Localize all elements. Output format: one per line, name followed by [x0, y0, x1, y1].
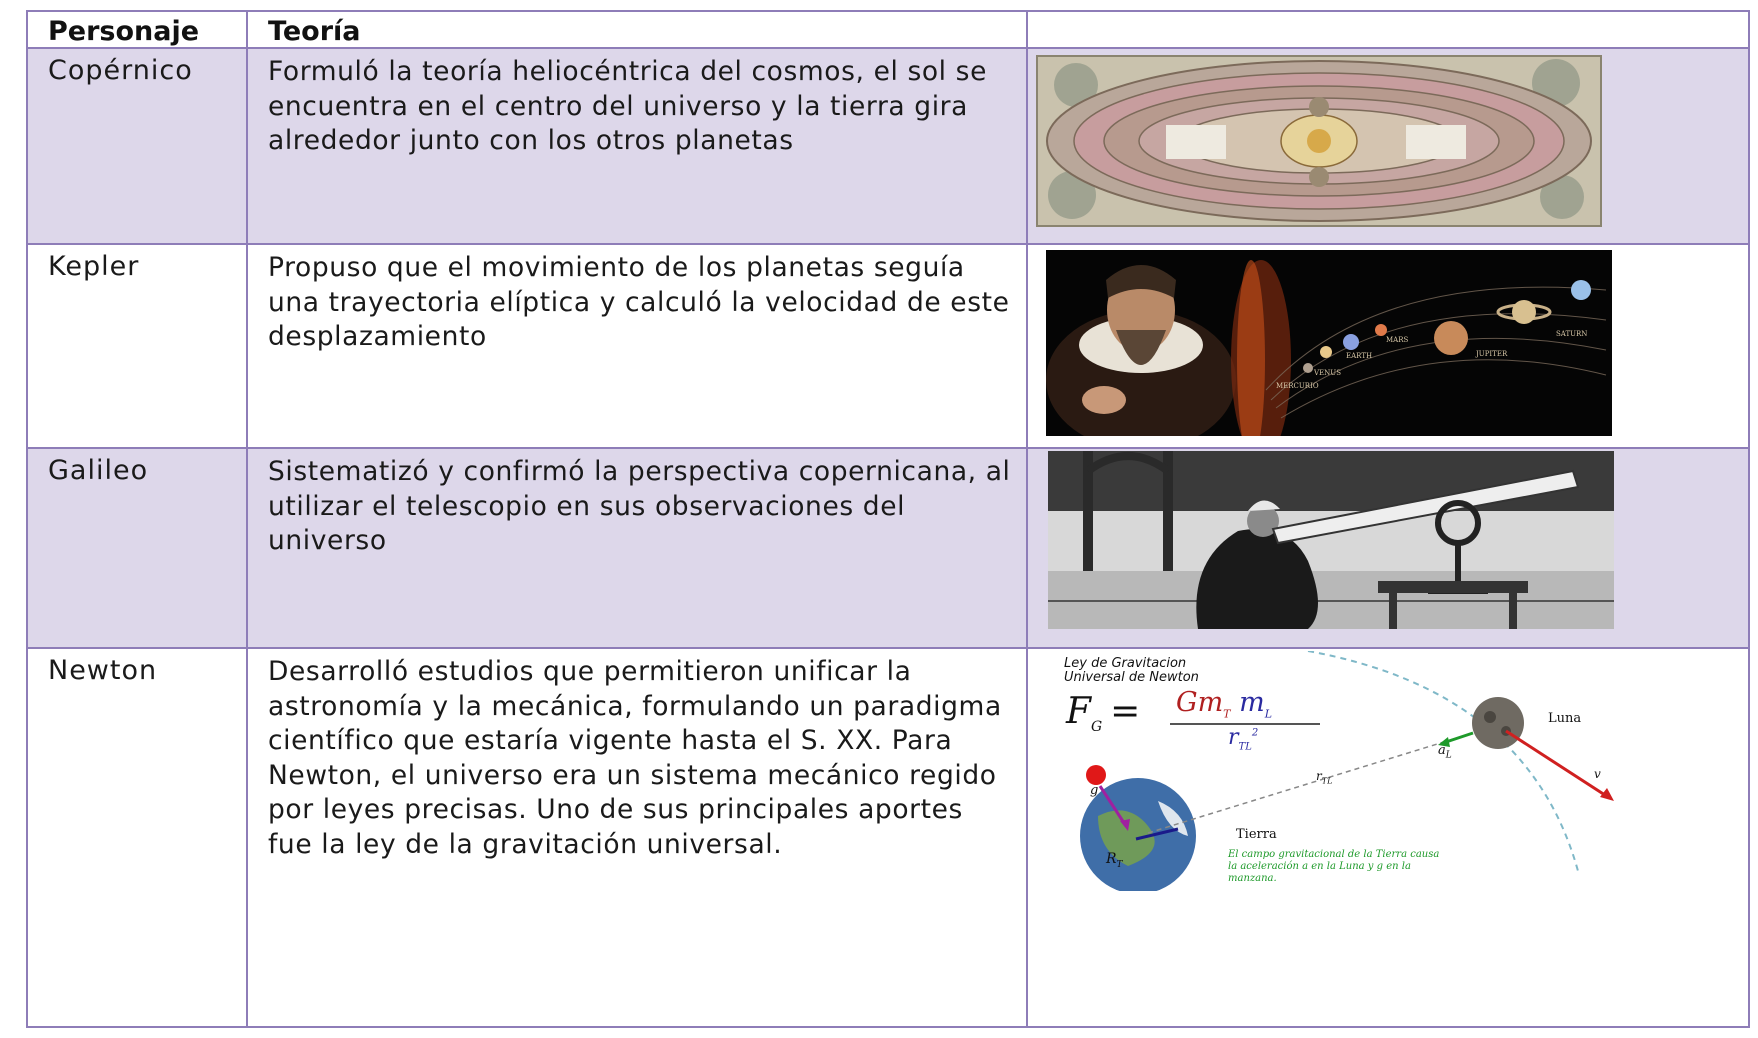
table-row-copernico	[28, 49, 1748, 245]
diagram-title-line1: Ley de Gravitacion	[1064, 656, 1187, 671]
formula-m: m	[1239, 687, 1265, 718]
planet-label-mercury: MERCURIO	[1276, 382, 1319, 390]
diagram-note-line1: El campo gravitacional de la Tierra causa	[1228, 849, 1440, 860]
diagram-note	[1228, 849, 1439, 885]
personaje-cell: Copérnico	[28, 49, 248, 243]
formula-r-sub: TL	[1238, 741, 1252, 753]
teoria-cell: Sistematizó y confirmó la perspectiva copernicana, al utilizar el telescopio en sus observaciones del universo	[248, 449, 1028, 647]
kepler-solar-system-image	[1046, 250, 1612, 436]
table-header-row	[28, 12, 1748, 49]
luna-label: Luna	[1548, 711, 1582, 726]
planet-label-saturn: SATURN	[1556, 330, 1588, 338]
v-label: v	[1594, 767, 1601, 781]
rtl-sub: TL	[1321, 776, 1333, 786]
rt-label	[1106, 851, 1123, 870]
galileo-telescope-image	[1048, 451, 1614, 629]
diagram-title	[1064, 657, 1199, 685]
tierra-label: Tierra	[1236, 827, 1277, 842]
formula-m-sub: L	[1264, 707, 1273, 721]
al-sub: L	[1445, 750, 1452, 761]
header-personaje: Personaje	[28, 12, 248, 47]
planet-label-mars: MARS	[1386, 336, 1409, 344]
rtl-label	[1316, 769, 1332, 785]
diagram-note-line3: manzana.	[1228, 873, 1277, 884]
rt-sub: T	[1116, 859, 1123, 870]
al-a: a	[1438, 743, 1446, 758]
formula-gm-sub: T	[1223, 707, 1231, 721]
header-teoria: Teoría	[248, 12, 1028, 47]
rt-r: R	[1106, 851, 1117, 867]
formula-denominator	[1228, 725, 1258, 752]
personaje-cell: Newton	[28, 649, 248, 1026]
teoria-cell: Formuló la teoría heliocéntrica del cosmos, el sol se encuentra en el centro del universo y la tierra gira alrededor junto con los otros planetas	[248, 49, 1028, 243]
teoria-cell: Propuso que el movimiento de los planetas seguía una trayectoria elíptica y calculó la velocidad de este desplazamiento	[248, 245, 1028, 447]
planet-label-jupiter: JUPITER	[1476, 350, 1508, 358]
formula-f: F	[1066, 691, 1091, 732]
image-cell	[1028, 449, 1748, 647]
image-cell	[1028, 649, 1748, 1026]
table-row-newton	[28, 649, 1748, 1026]
formula-r-sup: 2	[1251, 727, 1259, 739]
table-row-kepler	[28, 245, 1748, 449]
formula-numerator	[1176, 687, 1272, 720]
teoria-cell: Desarrolló estudios que permitieron unificar la astronomía y la mecánica, formulando un paradigma científico que estaría vigente hasta el S. XX. Para Newton, el universo era un sistema mecánico regido por leyes precisas. Uno de sus principales aportes fue la ley de la gravitación universal.	[248, 649, 1028, 1026]
formula-gm: Gm	[1176, 687, 1224, 718]
formula-lhs: $F_G$ =	[1066, 691, 1141, 736]
personaje-cell: Galileo	[28, 449, 248, 647]
formula-f-sub: G	[1090, 719, 1103, 736]
rtl-r: r	[1316, 769, 1322, 783]
image-cell	[1028, 49, 1748, 243]
diagram-note-line2: la aceleración a en la Luna y g en la	[1228, 861, 1411, 872]
theories-table	[26, 10, 1750, 1028]
table-row-galileo	[28, 449, 1748, 649]
planet-label-venus: VENUS	[1314, 369, 1341, 377]
g-label: g	[1090, 783, 1099, 798]
newton-gravitation-diagram	[1048, 651, 1628, 891]
diagram-title-line2: Universal de Newton	[1064, 670, 1199, 685]
personaje-cell: Kepler	[28, 245, 248, 447]
al-label	[1438, 743, 1452, 761]
heliocentric-map-image	[1036, 55, 1602, 227]
header-image	[1028, 12, 1748, 47]
formula-r: r	[1228, 725, 1239, 750]
planet-label-earth: EARTH	[1346, 352, 1373, 360]
image-cell	[1028, 245, 1748, 447]
